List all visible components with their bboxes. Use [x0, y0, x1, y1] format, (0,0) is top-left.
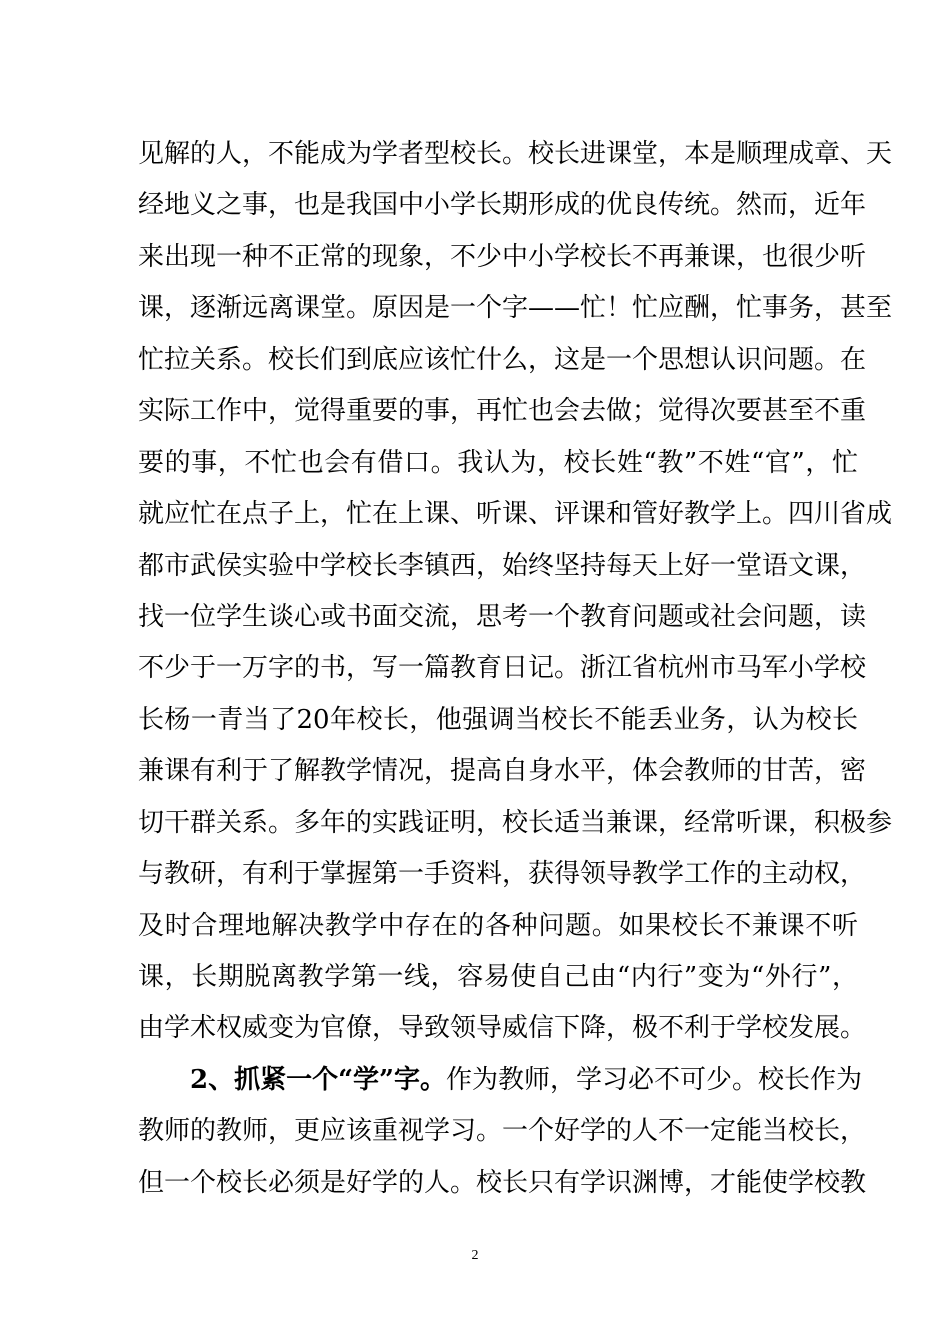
paragraph-line-text: 作为教师，学习必不可少。校长作为	[446, 1064, 863, 1095]
section-heading: 2、抓紧一个“学”字。	[190, 1064, 447, 1095]
body-text	[138, 129, 893, 1209]
paragraph-line: 及时合理地解决教学中存在的各种问题。如果校长不兼课不听	[138, 910, 858, 941]
paragraph-line: 兼课有利于了解教学情况，提高自身水平，体会教师的甘苦，密	[138, 756, 867, 787]
paragraph-line: 不少于一万字的书，写一篇教育日记。浙江省杭州市马军小学校	[138, 653, 867, 684]
paragraph-line: 教师的教师，更应该重视学习。一个好学的人不一定能当校长，	[138, 1116, 867, 1147]
paragraph-line: 经地义之事，也是我国中小学长期形成的优良传统。然而，近年	[138, 190, 867, 221]
paragraph-line: 课，逐渐远离课堂。原因是一个字——忙！忙应酬，忙事务，甚至	[138, 293, 893, 324]
paragraph-line: 就应忙在点子上，忙在上课、听课、评课和管好教学上。四川省成	[138, 499, 893, 530]
paragraph-line: 切干群关系。多年的实践证明，校长适当兼课，经常听课，积极参	[138, 807, 893, 838]
paragraph-line: 但一个校长必须是好学的人。校长只有学识渊博，才能使学校教	[138, 1167, 867, 1198]
paragraph-line: 长杨一青当了20年校长，他强调当校长不能丢业务，认为校长	[138, 704, 858, 735]
paragraph-1	[138, 129, 893, 1055]
paragraph-line: 课，长期脱离教学第一线，容易使自己由“内行”变为“外行”，	[138, 962, 858, 992]
paragraph-line: 与教研，有利于掌握第一手资料，获得领导教学工作的主动权，	[138, 859, 867, 890]
paragraph-2	[138, 1055, 867, 1209]
paragraph-line: 要的事，不忙也会有借口。我认为，校长姓“教”不姓“官”，忙	[138, 447, 858, 478]
paragraph-line: 由学术权威变为官僚，导致领导威信下降，极不利于学校发展。	[138, 1013, 867, 1044]
paragraph-first-line	[138, 1055, 863, 1106]
paragraph-line: 都市武侯实验中学校长李镇西，始终坚持每天上好一堂语文课，	[138, 550, 867, 581]
page-number: 2	[471, 1248, 479, 1263]
paragraph-line: 忙拉关系。校长们到底应该忙什么，这是一个思想认识问题。在	[138, 344, 867, 375]
paragraph-line: 见解的人，不能成为学者型校长。校长进课堂，本是顺理成章、天	[138, 139, 893, 169]
paragraph-line: 来出现一种不正常的现象，不少中小学校长不再兼课，也很少听	[138, 241, 867, 272]
paragraph-line: 找一位学生谈心或书面交流，思考一个教育问题或社会问题，读	[138, 601, 867, 632]
paragraph-line: 实际工作中，觉得重要的事，再忙也会去做；觉得次要甚至不重	[138, 396, 867, 427]
